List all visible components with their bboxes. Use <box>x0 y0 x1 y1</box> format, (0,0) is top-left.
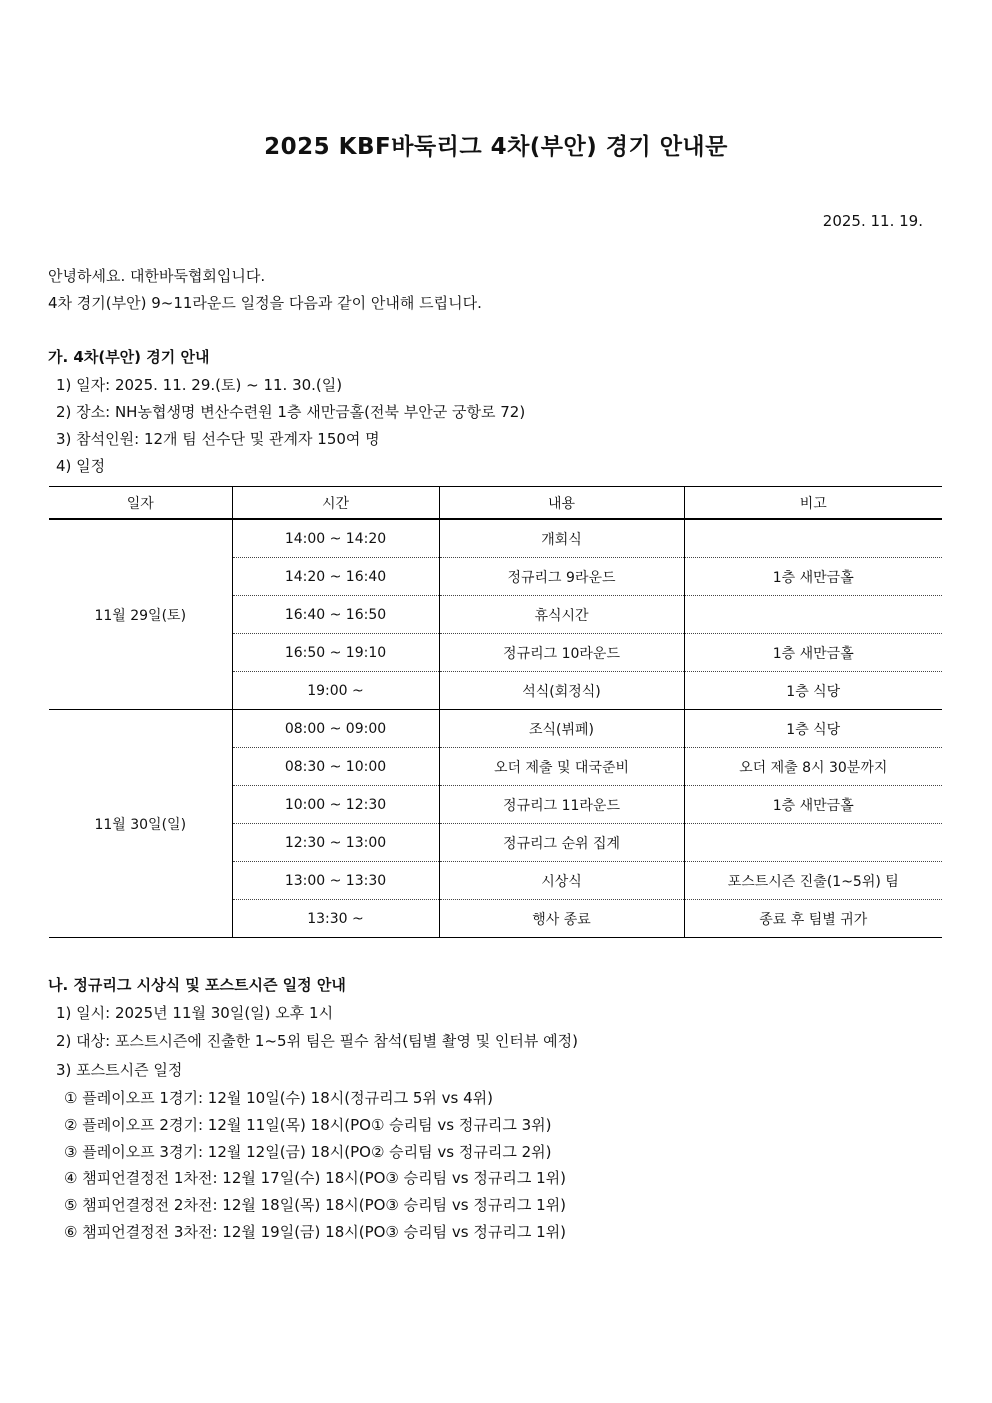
document-date: 2025. 11. 19. <box>822 212 923 230</box>
content-cell: 정규리그 순위 집계 <box>439 824 684 862</box>
section-b-item-datetime: 1) 일시: 2025년 11월 30일(일) 오후 1시 <box>56 1004 334 1022</box>
time-cell: 08:30 ~ 10:00 <box>232 748 439 786</box>
content-cell: 정규리그 9라운드 <box>439 558 684 596</box>
time-cell: 19:00 ~ <box>232 672 439 710</box>
section-a-item-date: 1) 일자: 2025. 11. 29.(토) ~ 11. 30.(일) <box>56 376 343 394</box>
content-cell: 시상식 <box>439 862 684 900</box>
day-cell: 11월 29일(토) <box>49 519 232 710</box>
time-cell: 08:00 ~ 09:00 <box>232 710 439 748</box>
postseason-item: ⑤ 챔피언결정전 2차전: 12월 18일(목) 18시(PO③ 승리팀 vs 정규리그 1위) <box>64 1196 566 1214</box>
note-cell: 종료 후 팀별 귀가 <box>684 900 942 938</box>
header-note: 비고 <box>684 487 942 520</box>
section-b-item-target: 2) 대상: 포스트시즌에 진출한 1~5위 팀은 필수 참석(팀별 촬영 및 인터뷰 예정) <box>56 1032 578 1050</box>
note-cell <box>684 519 942 558</box>
time-cell: 13:30 ~ <box>232 900 439 938</box>
note-cell: 포스트시즌 진출(1~5위) 팀 <box>684 862 942 900</box>
document-title: 2025 KBF바둑리그 4차(부안) 경기 안내문 <box>264 134 728 160</box>
content-cell: 행사 종료 <box>439 900 684 938</box>
content-cell: 개회식 <box>439 519 684 558</box>
postseason-item: ① 플레이오프 1경기: 12월 10일(수) 18시(정규리그 5위 vs 4위) <box>64 1089 493 1107</box>
content-cell: 오더 제출 및 대국준비 <box>439 748 684 786</box>
postseason-item: ⑥ 챔피언결정전 3차전: 12월 19일(금) 18시(PO③ 승리팀 vs 정규리그 1위) <box>64 1223 566 1241</box>
table-row <box>49 519 942 558</box>
table-header-row <box>49 487 942 520</box>
header-content: 내용 <box>439 487 684 520</box>
note-cell: 1층 새만금홀 <box>684 558 942 596</box>
section-b-item-postseason: 3) 포스트시즌 일정 <box>56 1061 183 1079</box>
time-cell: 13:00 ~ 13:30 <box>232 862 439 900</box>
time-cell: 10:00 ~ 12:30 <box>232 786 439 824</box>
note-cell: 1층 식당 <box>684 672 942 710</box>
note-cell: 1층 새만금홀 <box>684 786 942 824</box>
postseason-item: ③ 플레이오프 3경기: 12월 12일(금) 18시(PO② 승리팀 vs 정규리그 2위) <box>64 1143 552 1161</box>
day-cell: 11월 30일(일) <box>49 710 232 938</box>
note-cell: 1층 새만금홀 <box>684 634 942 672</box>
section-a-heading: 가. 4차(부안) 경기 안내 <box>48 348 210 366</box>
content-cell: 조식(뷔페) <box>439 710 684 748</box>
section-a-item-schedule: 4) 일정 <box>56 457 106 475</box>
header-date: 일자 <box>49 487 232 520</box>
content-cell: 정규리그 10라운드 <box>439 634 684 672</box>
section-a-item-attendees: 3) 참석인원: 12개 팀 선수단 및 관계자 150여 명 <box>56 430 380 448</box>
header-time: 시간 <box>232 487 439 520</box>
time-cell: 12:30 ~ 13:00 <box>232 824 439 862</box>
note-cell: 1층 식당 <box>684 710 942 748</box>
intro-description: 4차 경기(부안) 9~11라운드 일정을 다음과 같이 안내해 드립니다. <box>48 294 482 312</box>
note-cell: 오더 제출 8시 30분까지 <box>684 748 942 786</box>
section-b-heading: 나. 정규리그 시상식 및 포스트시즌 일정 안내 <box>48 976 346 994</box>
time-cell: 14:00 ~ 14:20 <box>232 519 439 558</box>
postseason-item: ④ 챔피언결정전 1차전: 12월 17일(수) 18시(PO③ 승리팀 vs 정규리그 1위) <box>64 1169 566 1187</box>
note-cell <box>684 596 942 634</box>
note-cell <box>684 824 942 862</box>
content-cell: 휴식시간 <box>439 596 684 634</box>
postseason-item: ② 플레이오프 2경기: 12월 11일(목) 18시(PO① 승리팀 vs 정규리그 3위) <box>64 1116 552 1134</box>
content-cell: 석식(회정식) <box>439 672 684 710</box>
content-cell: 정규리그 11라운드 <box>439 786 684 824</box>
intro-greeting: 안녕하세요. 대한바둑협회입니다. <box>48 267 266 285</box>
time-cell: 14:20 ~ 16:40 <box>232 558 439 596</box>
time-cell: 16:40 ~ 16:50 <box>232 596 439 634</box>
time-cell: 16:50 ~ 19:10 <box>232 634 439 672</box>
table-row <box>49 710 942 748</box>
schedule-table <box>49 486 942 938</box>
section-a-item-venue: 2) 장소: NH농협생명 변산수련원 1층 새만금홀(전북 부안군 궁항로 72) <box>56 403 526 421</box>
